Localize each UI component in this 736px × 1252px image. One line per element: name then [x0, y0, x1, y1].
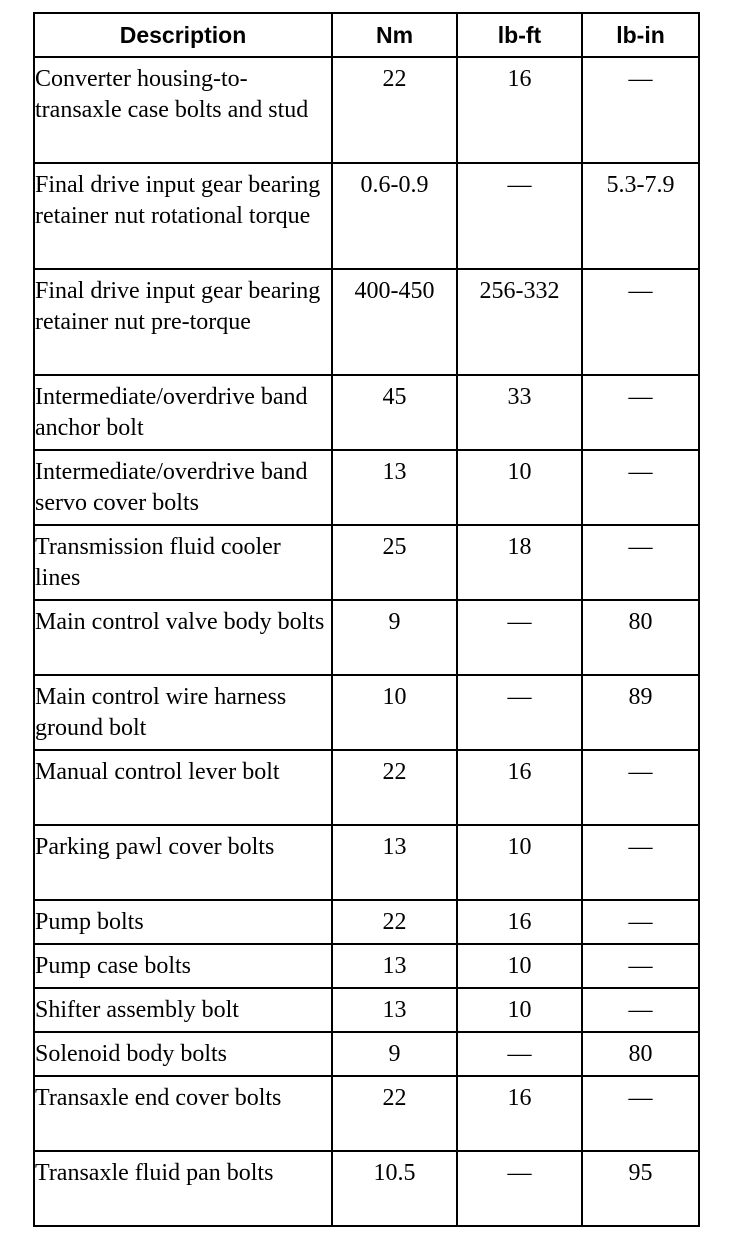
- nm-cell: 10.5: [332, 1151, 457, 1226]
- description-cell: Main control wire harness ground bolt: [34, 675, 332, 750]
- description-cell: Shifter assembly bolt: [34, 988, 332, 1032]
- table-row: [34, 900, 699, 944]
- table-row: [34, 269, 699, 375]
- header-description: Description: [34, 13, 332, 57]
- table-row: [34, 750, 699, 825]
- lb-in-cell: —: [582, 750, 699, 825]
- nm-cell: 22: [332, 57, 457, 163]
- lb-ft-cell: —: [457, 675, 582, 750]
- lb-ft-cell: 10: [457, 450, 582, 525]
- table-row: [34, 1076, 699, 1151]
- lb-ft-cell: —: [457, 163, 582, 269]
- lb-in-cell: —: [582, 825, 699, 900]
- table-row: [34, 57, 699, 163]
- lb-ft-cell: 18: [457, 525, 582, 600]
- nm-cell: 22: [332, 900, 457, 944]
- description-cell: Converter housing-to-transaxle case bolts and stud: [34, 57, 332, 163]
- lb-ft-cell: 16: [457, 900, 582, 944]
- nm-cell: 13: [332, 450, 457, 525]
- description-cell: Transmission fluid cooler lines: [34, 525, 332, 600]
- lb-ft-cell: 16: [457, 57, 582, 163]
- torque-spec-table: [33, 12, 700, 1227]
- nm-cell: 13: [332, 988, 457, 1032]
- nm-cell: 22: [332, 750, 457, 825]
- nm-cell: 22: [332, 1076, 457, 1151]
- table-row: [34, 450, 699, 525]
- description-cell: Transaxle end cover bolts: [34, 1076, 332, 1151]
- lb-in-cell: —: [582, 988, 699, 1032]
- lb-in-cell: —: [582, 450, 699, 525]
- lb-in-cell: 89: [582, 675, 699, 750]
- lb-in-cell: 5.3-7.9: [582, 163, 699, 269]
- lb-ft-cell: 16: [457, 750, 582, 825]
- nm-cell: 13: [332, 825, 457, 900]
- table-row: [34, 525, 699, 600]
- description-cell: Manual control lever bolt: [34, 750, 332, 825]
- nm-cell: 9: [332, 1032, 457, 1076]
- lb-in-cell: —: [582, 525, 699, 600]
- lb-in-cell: —: [582, 375, 699, 450]
- header-nm: Nm: [332, 13, 457, 57]
- lb-in-cell: 80: [582, 1032, 699, 1076]
- lb-ft-cell: 10: [457, 944, 582, 988]
- description-cell: Main control valve body bolts: [34, 600, 332, 675]
- lb-in-cell: —: [582, 944, 699, 988]
- description-cell: Pump bolts: [34, 900, 332, 944]
- table-row: [34, 944, 699, 988]
- table-row: [34, 988, 699, 1032]
- nm-cell: 13: [332, 944, 457, 988]
- header-lb-ft: lb-ft: [457, 13, 582, 57]
- nm-cell: 45: [332, 375, 457, 450]
- lb-ft-cell: 33: [457, 375, 582, 450]
- description-cell: Solenoid body bolts: [34, 1032, 332, 1076]
- description-cell: Parking pawl cover bolts: [34, 825, 332, 900]
- description-cell: Transaxle fluid pan bolts: [34, 1151, 332, 1226]
- lb-ft-cell: 10: [457, 825, 582, 900]
- description-cell: Pump case bolts: [34, 944, 332, 988]
- nm-cell: 25: [332, 525, 457, 600]
- lb-in-cell: —: [582, 57, 699, 163]
- lb-ft-cell: —: [457, 600, 582, 675]
- lb-ft-cell: 256-332: [457, 269, 582, 375]
- description-cell: Final drive input gear bearing retainer nut rotational torque: [34, 163, 332, 269]
- lb-in-cell: —: [582, 900, 699, 944]
- header-lb-in: lb-in: [582, 13, 699, 57]
- nm-cell: 10: [332, 675, 457, 750]
- description-cell: Final drive input gear bearing retainer nut pre-torque: [34, 269, 332, 375]
- description-cell: Intermediate/overdrive band anchor bolt: [34, 375, 332, 450]
- nm-cell: 0.6-0.9: [332, 163, 457, 269]
- table-row: [34, 825, 699, 900]
- lb-in-cell: 80: [582, 600, 699, 675]
- lb-in-cell: 95: [582, 1151, 699, 1226]
- lb-ft-cell: —: [457, 1032, 582, 1076]
- table-row: [34, 600, 699, 675]
- table-row: [34, 1151, 699, 1226]
- nm-cell: 400-450: [332, 269, 457, 375]
- lb-in-cell: —: [582, 269, 699, 375]
- nm-cell: 9: [332, 600, 457, 675]
- lb-ft-cell: 16: [457, 1076, 582, 1151]
- table-row: [34, 1032, 699, 1076]
- lb-ft-cell: 10: [457, 988, 582, 1032]
- lb-in-cell: —: [582, 1076, 699, 1151]
- table-row: [34, 163, 699, 269]
- description-cell: Intermediate/overdrive band servo cover bolts: [34, 450, 332, 525]
- table-row: [34, 375, 699, 450]
- lb-ft-cell: —: [457, 1151, 582, 1226]
- table-row: [34, 675, 699, 750]
- header-row: [34, 13, 699, 57]
